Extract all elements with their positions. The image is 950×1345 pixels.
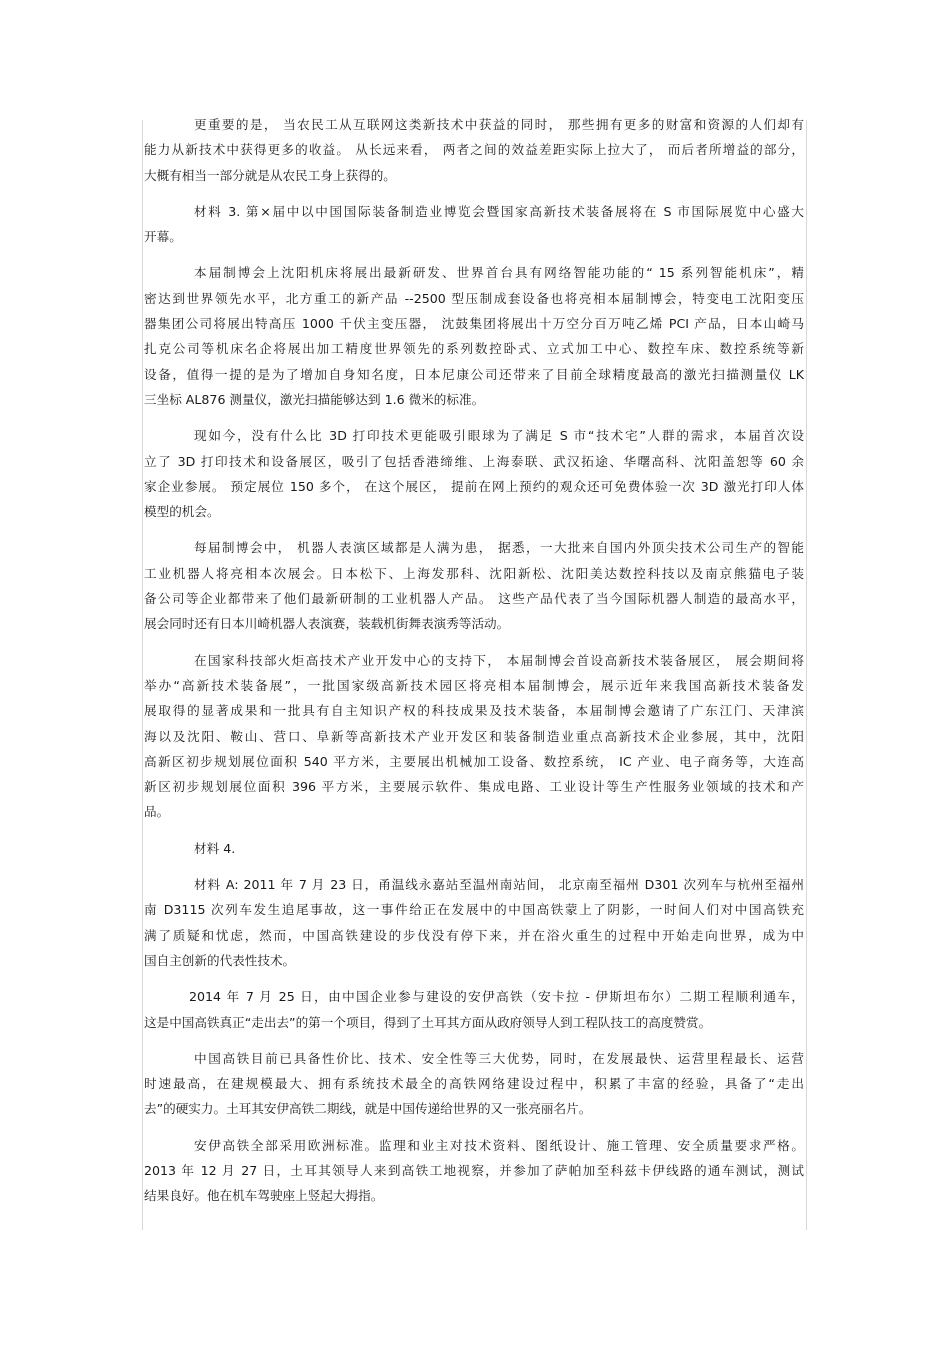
text-line: 结果良好。他在机车驾驶座上竖起大拇指。 [144, 1188, 384, 1204]
text-line: 在国家科技部火炬高技术产业开发中心的支持下， 本届制博会首设高新技术装备展区， 展会期间将 [194, 652, 804, 668]
paragraph [144, 199, 804, 250]
text-line: 高新区初步规划展位面积 540 平方米，主要展出机械加工设备、数控系统， IC 产业、电子商务等，大连高 [144, 753, 804, 769]
paragraph [144, 423, 804, 524]
text-line: 这是中国高铁真正“走出去”的第一个项目，得到了土耳其方面从政府领导人到工程队技工的高度赞赏。 [144, 1014, 712, 1030]
text-line: 现如今，没有什么比 3D 打印技术更能吸引眼球为了满足 S 市“技术宅”人群的需求，本届首次设 [194, 428, 804, 444]
text-line: 每届制博会中， 机器人表演区域都是人满为患， 据悉，一大批来自国内外顶尖技术公司生产的智能 [194, 540, 804, 556]
text-line: 本届制博会上沈阳机床将展出最新研发、世界首台具有网络智能功能的“ 15 系列智能机床”，精 [194, 265, 804, 281]
text-line: 举办“高新技术装备展”，一批国家级高新技术园区将亮相本届制博会，展示近年来我国高新技术装备发 [144, 677, 804, 693]
text-line: 南 D3115 次列车发生追尾事故，这一事件给正在发展中的中国高铁蒙上了阴影，一时间人们对中国高铁充 [144, 902, 804, 918]
text-line: 密达到世界领先水平，北方重工的新产品 --2500 型压制成套设备也将亮相本届制博会，特变电工沈阳变压 [144, 290, 804, 306]
paragraph [144, 112, 804, 188]
text-line: 材料 4. [194, 840, 236, 856]
text-line: 备公司等企业都带来了他们最新研制的工业机器人产品。 这些产品代表了当今国际机器人制造的最高水平， [144, 591, 804, 607]
text-line: 去”的硬实力。土耳其安伊高铁二期线，就是中国传递给世界的又一张亮丽名片。 [144, 1101, 592, 1117]
text-line: 品。 [144, 804, 170, 820]
paragraph [144, 1046, 804, 1122]
text-line: 家企业参展。 预定展位 150 多个， 在这个展区， 提前在网上预约的观众还可免费体验一次 3D 激光打印人体 [144, 478, 804, 494]
text-line: 三坐标 AL876 测量仪，激光扫描能够达到 1.6 微米的标准。 [144, 391, 485, 407]
paragraph [144, 648, 804, 825]
text-line: 工业机器人将亮相本次展会。日本松下、上海发那科、沈阳新松、沈阳美达数控科技以及南京熊猫电子装 [144, 565, 804, 581]
text-line: 大概有相当一部分就是从农民工身上获得的。 [144, 167, 396, 183]
text-line: 2014 年 7 月 25 日，由中国企业参与建设的安伊高铁（安卡拉 - 伊斯坦布尔）二期工程顺利通车， [189, 989, 804, 1005]
paragraph [144, 872, 804, 973]
text-line: 海以及沈阳、鞍山、营口、阜新等高新技术产业开发区和装备制造业重点高新技术企业参展，其中，沈阳 [144, 728, 804, 744]
text-line: 材料 A: 2011 年 7 月 23 日，甬温线永嘉站至温州南站间， 北京南至福州 D301 次列车与杭州至福州 [194, 877, 804, 893]
text-line: 立了 3D 打印技术和设备展区，吸引了包括香港缔维、上海泰联、武汉拓途、华曙高科、沈阳盖恕等 60 余 [144, 453, 804, 469]
text-line: 安伊高铁全部采用欧洲标准。监理和业主对技术资料、图纸设计、施工管理、安全质量要求严格。 [194, 1137, 804, 1153]
text-line: 展取得的显著成果和一批具有自主知识产权的科技成果及技术装备，本届制博会邀请了广东江门、天津滨 [144, 703, 804, 719]
text-line: 时速最高，在建规模最大、拥有系统技术最全的高铁网络建设过程中，积累了丰富的经验，具备了“走出 [144, 1076, 804, 1092]
paragraph [144, 260, 804, 412]
text-line: 材料 3. 第×届中以中国国际装备制造业博览会暨国家高新技术装备展将在 S 市国际展览中心盛大 [194, 203, 804, 219]
paragraph [144, 836, 804, 861]
text-line: 更重要的是， 当农民工从互联网这类新技术中获益的同时， 那些拥有更多的财富和资源的人们却有 [194, 117, 804, 132]
text-line: 展会同时还有日本川崎机器人表演赛，装载机街舞表演秀等活动。 [144, 616, 510, 632]
text-line: 器集团公司将展出特高压 1000 千伏主变压器， 沈鼓集团将展出十万空分百万吨乙烯 PCI 产品，日本山崎马 [144, 316, 804, 332]
text-line: 满了质疑和忧虑，然而，中国高铁建设的步伐没有停下来，并在浴火重生的过程中开始走向世界，成为中 [144, 927, 804, 943]
text-line: 新区初步规划展位面积 396 平方米，主要展示软件、集成电路、工业设计等生产性服务业领域的技术和产 [144, 779, 804, 795]
text-line: 开幕。 [144, 229, 182, 245]
text-line: 模型的机会。 [144, 504, 220, 520]
text-line: 2013 年 12 月 27 日，土耳其领导人来到高铁工地视察，并参加了萨帕加至科兹卡伊线路的通车测试，测试 [144, 1162, 804, 1178]
text-line: 中国高铁目前已具备性价比、技术、安全性等三大优势，同时，在发展最快、运营里程最长、运营 [194, 1050, 804, 1066]
left-margin-line [142, 120, 143, 1230]
text-line: 扎克公司等机床名企将展出加工精度世界领先的系列数控卧式、立式加工中心、数控车床、数控系统等新 [144, 341, 804, 357]
paragraph [144, 535, 804, 636]
text-line: 设备，值得一提的是为了增加自身知名度，日本尼康公司还带来了目前全球精度最高的激光扫描测量仪 LK [144, 366, 804, 382]
right-margin-line [806, 120, 807, 1230]
document-body [144, 112, 804, 1220]
text-line: 能力从新技术中获得更多的收益。 从长远来看， 两者之间的效益差距实际上拉大了， 而后者所增益的部分， [144, 142, 804, 158]
paragraph [144, 984, 804, 1035]
text-line: 国自主创新的代表性技术。 [144, 952, 296, 968]
paragraph [144, 1133, 804, 1209]
